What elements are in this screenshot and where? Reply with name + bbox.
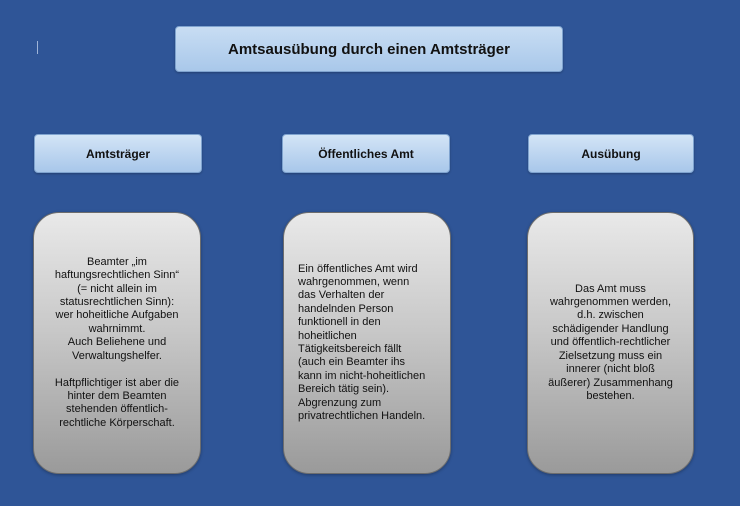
content-box-amtstraeger bbox=[33, 212, 201, 474]
diagram-title bbox=[175, 26, 563, 72]
content-text-ausuebung: Das Amt muss wahrgenommen werden, d.h. zwischen schädigender Handlung und öffentlich-rechtlicher Zielsetzung muss ein innerer (nicht bloß äußerer) Zusammenhang bestehen. bbox=[548, 282, 673, 402]
header-amtstraeger-label: Amtsträger bbox=[85, 146, 151, 161]
content-box-ausuebung bbox=[527, 212, 694, 474]
header-oeffentliches-amt bbox=[282, 134, 450, 173]
header-ausuebung-label: Ausübung bbox=[581, 146, 641, 161]
text-cursor bbox=[37, 41, 38, 54]
header-ausuebung bbox=[528, 134, 694, 173]
header-oeffentliches-amt-label: Öffentliches Amt bbox=[318, 146, 414, 161]
header-amtstraeger bbox=[34, 134, 202, 173]
content-box-oeffentliches-amt bbox=[283, 212, 451, 474]
content-text-amtstraeger: Beamter „im haftungsrechtlichen Sinn“ (= nicht allein im statusrechtlichen Sinn): wer hoheitliche Aufgaben wahrnimmt. Auch Beliehene und Verwaltungshelfer. Haftpflichtiger ist aber die hinter dem Beamten stehenden öffentlich- rechtliche Körperschaft. bbox=[54, 255, 180, 429]
content-text-oeffentliches-amt: Ein öffentliches Amt wird wahrgenommen, wenn das Verhalten der handelnden Person funktionell in den hoheitlichen Tätigkeitsbereich fällt (auch ein Beamter ihs kann im nicht-hoheitlichen Bereich tätig sein). Abgrenzung zum privatrechtlichen Handeln. bbox=[298, 262, 426, 423]
diagram-title-text: Amtsausübung durch einen Amtsträger bbox=[228, 40, 510, 58]
